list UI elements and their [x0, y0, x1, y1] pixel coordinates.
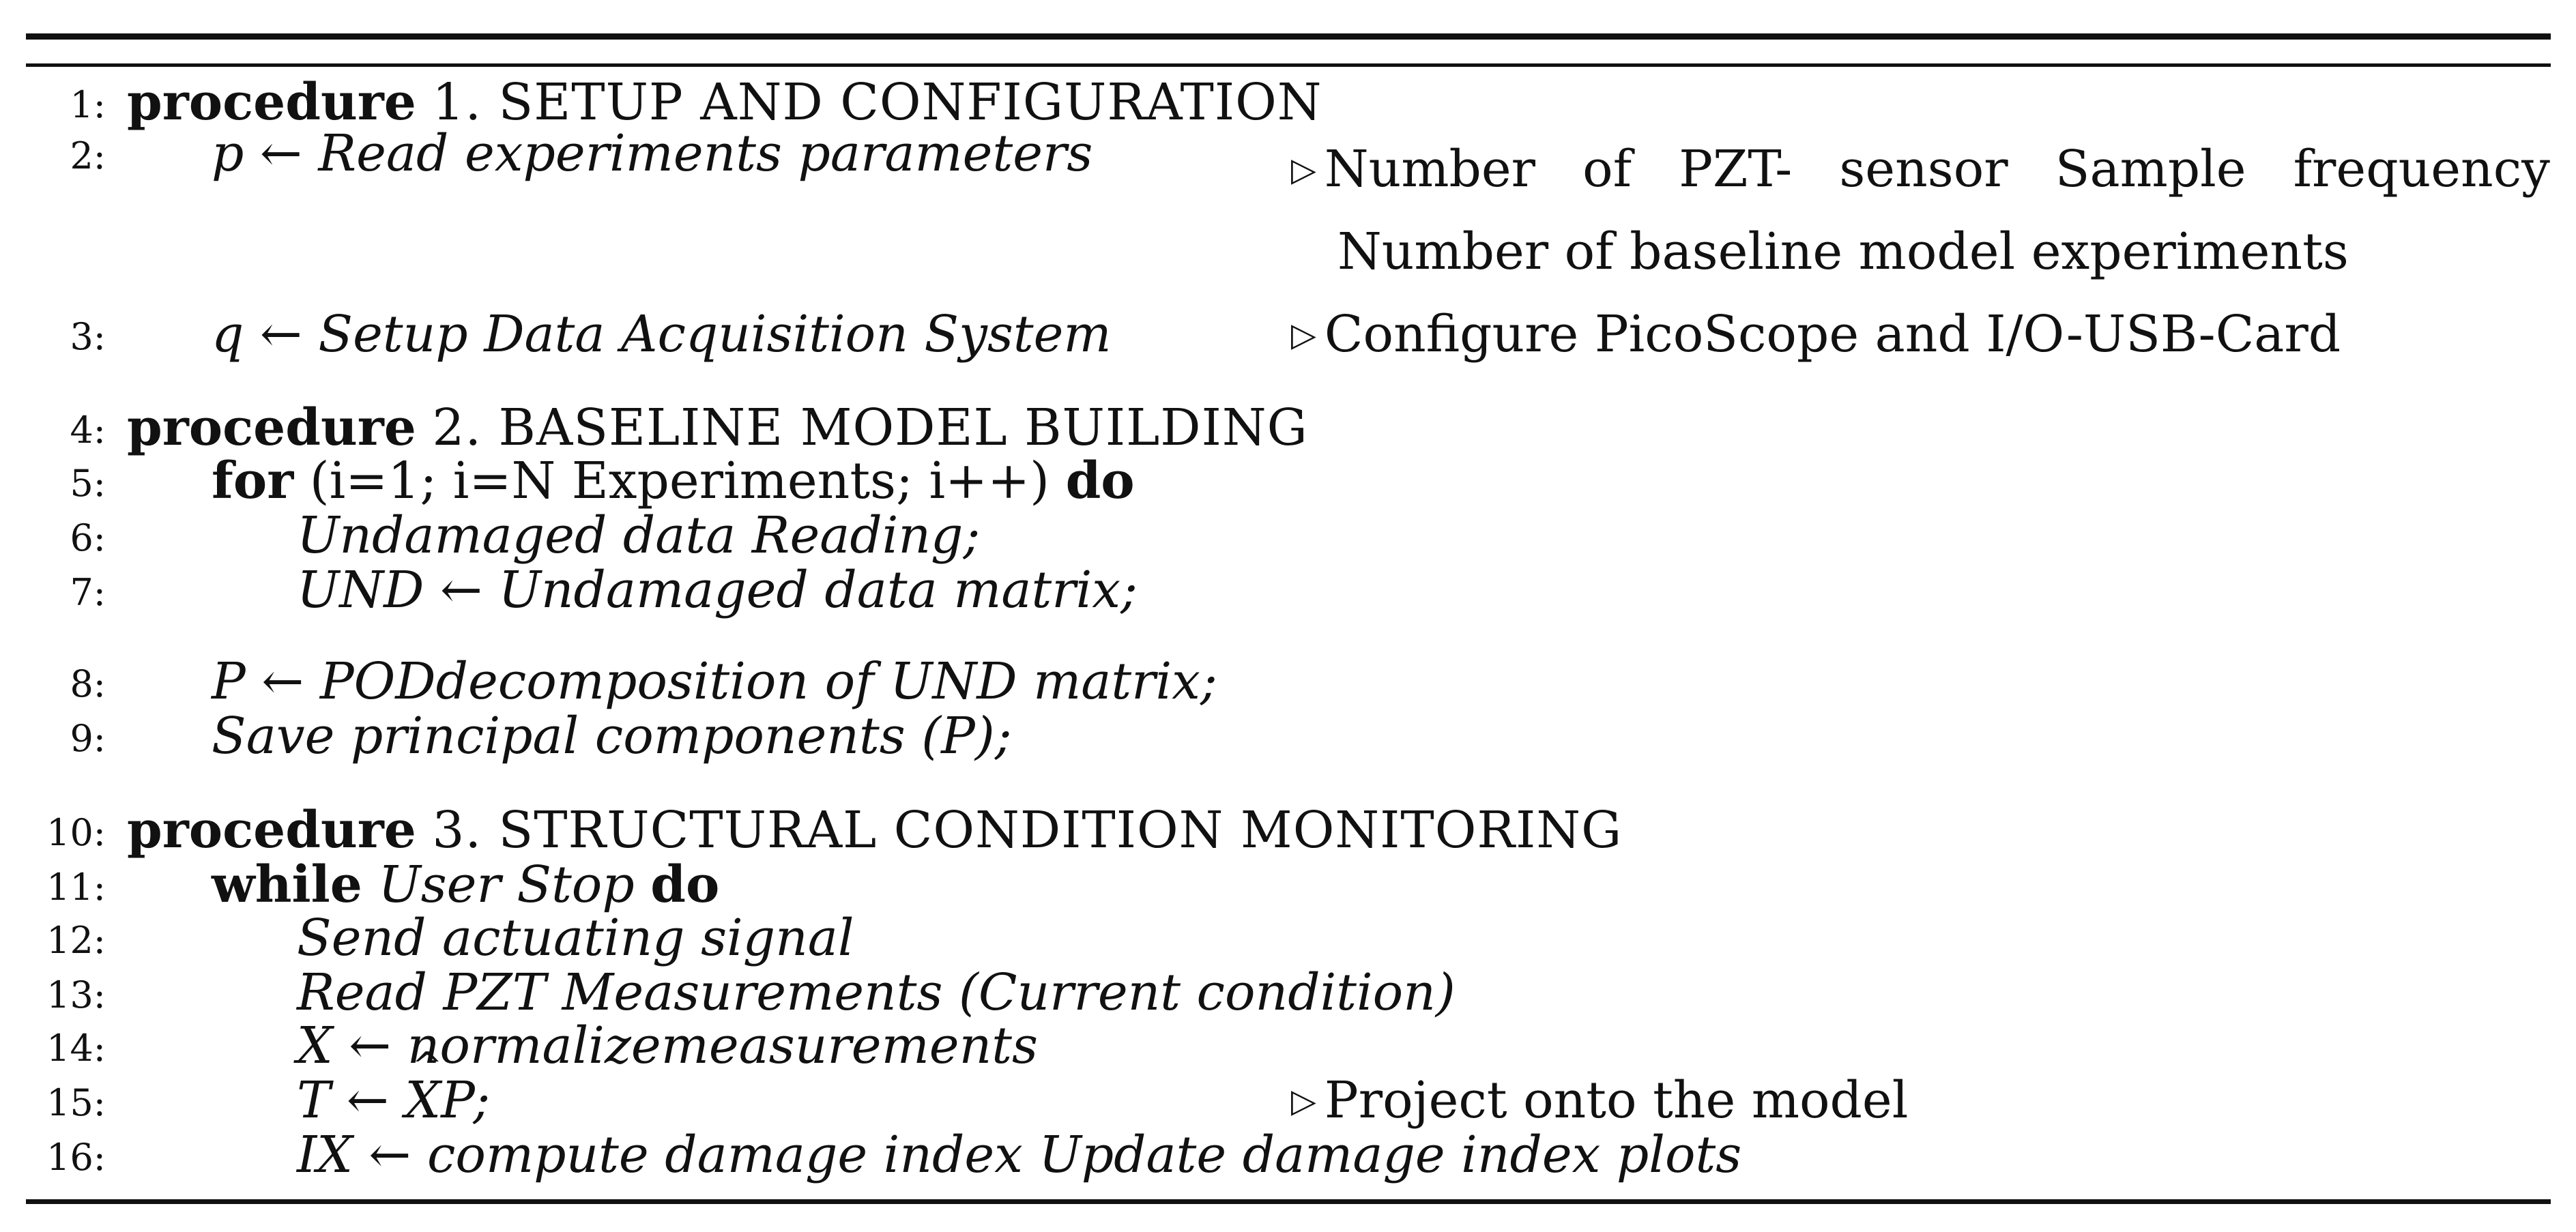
statement-text: q ← Setup Data Acquisition System: [212, 305, 1112, 364]
algo-line-1: [0, 73, 2576, 132]
x-hat-symbol: X ^: [405, 1075, 441, 1126]
comment-triangle-icon: ▷: [1291, 316, 1316, 354]
bottom-rule: [26, 1199, 2551, 1204]
line-number: 9:: [70, 717, 106, 760]
algo-line-9: [0, 707, 2576, 765]
line-number: 3:: [70, 315, 106, 358]
comment-triangle-icon: ▷: [1291, 1082, 1316, 1120]
algo-line-3: [0, 305, 2576, 364]
procedure-title: 1. SETUP AND CONFIGURATION: [432, 73, 1322, 132]
line-number: 8:: [70, 662, 106, 705]
algo-line-4: [0, 398, 2576, 457]
keyword-for: for: [212, 452, 294, 510]
procedure-header: [127, 73, 1322, 132]
statement-text: IX ← compute damage index Update damage index plots: [297, 1126, 1742, 1184]
keyword-procedure: procedure: [127, 801, 416, 860]
loop-condition: (i=1; i=N Experiments; i++): [309, 452, 1050, 510]
statement-text: Save principal components (P);: [212, 707, 1012, 765]
comment-word: PZT-: [1679, 140, 1793, 199]
line-number: 14:: [46, 1027, 106, 1070]
line-number: 2:: [70, 134, 106, 177]
algo-line-5: [0, 452, 2576, 510]
statement-text: p ← Read experiments parameters: [212, 124, 1093, 183]
keyword-while: while: [212, 855, 362, 914]
comment-word: Sample: [2055, 140, 2246, 199]
algo-line-2: [0, 124, 2576, 281]
statement-text: [297, 1071, 491, 1130]
top-rule-thin: [26, 63, 2551, 67]
procedure-title: 3. STRUCTURAL CONDITION MONITORING: [432, 801, 1623, 860]
line-number: 5:: [70, 462, 106, 505]
comment-word: sensor: [1839, 140, 2008, 199]
line-number: 1:: [70, 83, 106, 126]
comment-text: Project onto the model: [1324, 1071, 1909, 1130]
algo-line-15: [0, 1071, 2576, 1130]
keyword-procedure: procedure: [127, 398, 416, 457]
statement-rhs: P;: [441, 1071, 491, 1130]
procedure-header: [127, 801, 1623, 860]
keyword-procedure: procedure: [127, 73, 416, 132]
algo-line-8: [0, 652, 2576, 711]
statement-text: Undamaged data Reading;: [297, 506, 981, 565]
statement-text: Read PZT Measurements (Current condition): [297, 963, 1456, 1022]
loop-condition: User Stop: [378, 855, 635, 914]
algo-line-11: [0, 855, 2576, 914]
comment-triangle-icon: ▷: [1291, 151, 1316, 189]
line-number: 10:: [46, 811, 106, 854]
comment: [1291, 305, 2341, 364]
top-rule: [26, 33, 2551, 40]
algo-line-6: [0, 506, 2576, 565]
line-number: 4:: [70, 409, 106, 452]
comment: [1291, 1071, 1909, 1130]
comment-text: Configure PicoScope and I/O-USB-Card: [1324, 305, 2341, 364]
statement-text: X ← normalizemeasurements: [297, 1016, 1038, 1075]
line-number: 11:: [46, 866, 106, 909]
algo-line-13: [0, 963, 2576, 1022]
for-loop-header: [212, 452, 1135, 510]
comment-word: Number: [1324, 140, 1536, 199]
line-number: 7:: [70, 571, 106, 614]
comment-word: frequency: [2293, 140, 2550, 199]
statement-text: UND ← Undamaged data matrix;: [297, 561, 1138, 619]
algo-line-12: [0, 909, 2576, 967]
statement-lhs: T ←: [297, 1071, 389, 1130]
line-number: 16:: [46, 1136, 106, 1179]
algo-line-16: [0, 1126, 2576, 1184]
statement-text: P ← PODdecomposition of UND matrix;: [212, 652, 1217, 711]
keyword-do: do: [1065, 452, 1135, 510]
statement-text: Send actuating signal: [297, 909, 854, 967]
line-number: 6:: [70, 516, 106, 559]
algo-line-14: [0, 1016, 2576, 1075]
algo-line-7: [0, 561, 2576, 619]
while-loop-header: [212, 855, 720, 914]
line-number: 15:: [46, 1081, 106, 1124]
procedure-title: 2. BASELINE MODEL BUILDING: [432, 398, 1308, 457]
line-number: 12:: [46, 919, 106, 962]
comment-continuation: Number of baseline model experiments: [1337, 222, 2349, 281]
keyword-do: do: [650, 855, 720, 914]
line-number: 13:: [46, 973, 106, 1016]
comment: [1291, 128, 2550, 293]
algo-line-10: [0, 801, 2576, 860]
comment-word: of: [1582, 140, 1632, 199]
procedure-header: [127, 398, 1308, 457]
